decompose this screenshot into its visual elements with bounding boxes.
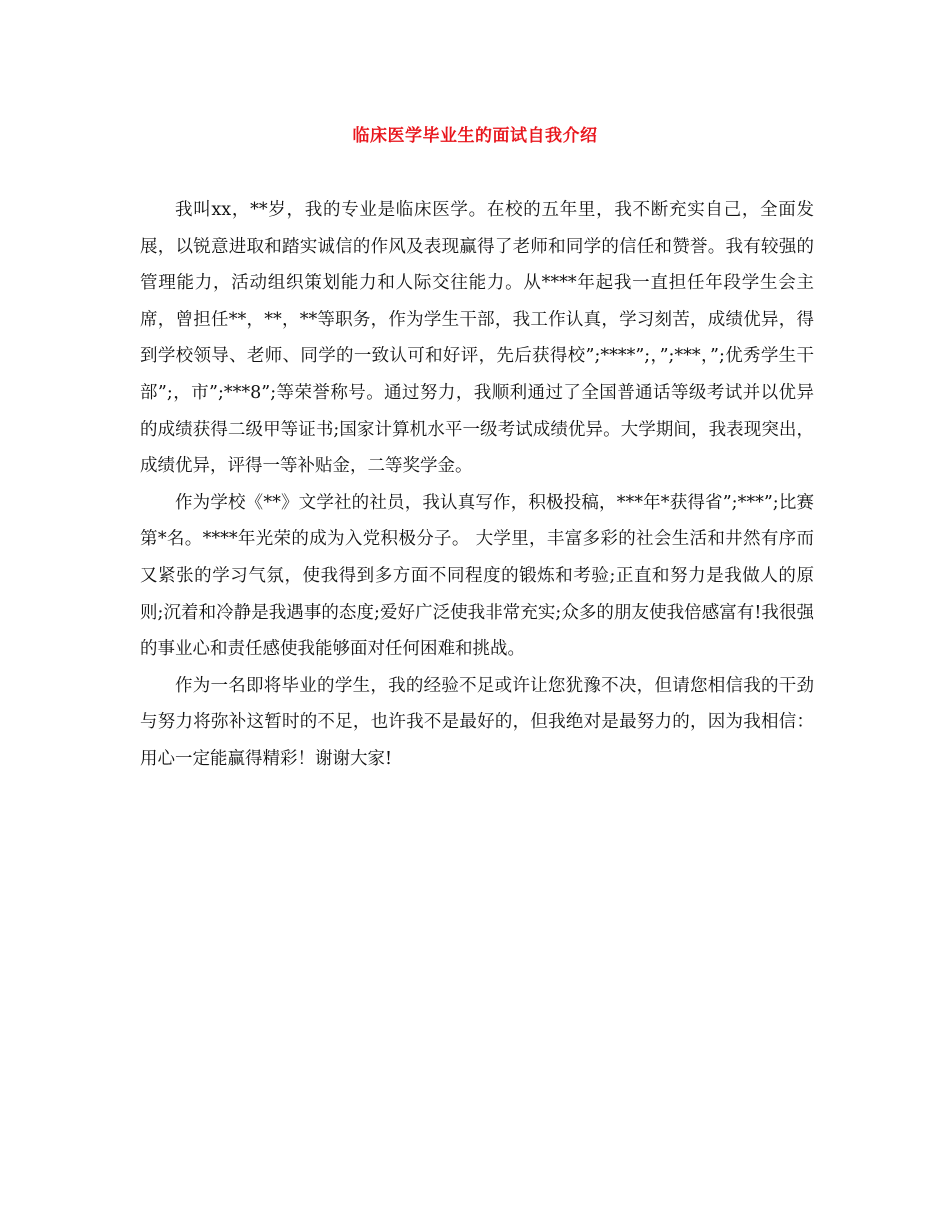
paragraph-3: 作为一名即将毕业的学生，我的经验不足或许让您犹豫不决，但请您相信我的干劲与努力将弥补这暂时的不足，也许我不是最好的，但我绝对是最努力的，因为我相信：用心一定能赢得精彩！谢谢大家! — [140, 675, 814, 769]
document-body — [140, 192, 814, 778]
document-title: 临床医学毕业生的面试自我介绍 — [352, 126, 598, 146]
paragraph-1: 我叫xx，**岁，我的专业是临床医学。在校的五年里，我不断充实自己，全面发展，以锐意进取和踏实诚信的作风及表现赢得了老师和同学的信任和赞誉。我有较强的管理能力，活动组织策划能力和人际交往能力。从****年起我一直担任年段学生会主席，曾担任**，**，**等职务，作为学生干部，我工作认真，学习刻苦，成绩优异，得到学校领导、老师、同学的一致认可和好评，先后获得校”;****”;，”;***，”;优秀学生干部”;，市”;***8”;等荣誉称号。通过努力，我顺利通过了全国普通话等级考试并以优异的成绩获得二级甲等证书;国家计算机水平一级考试成绩优异。大学期间，我表现突出，成绩优异，评得一等补贴金，二等奖学金。 — [140, 200, 814, 477]
paragraph-2: 作为学校《**》文学社的社员，我认真写作，积极投稿，***年*获得省”;***”;比赛第*名。****年光荣的成为入党积极分子。 大学里，丰富多彩的社会生活和井然有序而又紧张的学习气氛，使我得到多方面不同程度的锻炼和考验;正直和努力是我做人的原则;沉着和冷静是我遇事的态度;爱好广泛使我非常充实;众多的朋友使我倍感富有!我很强的事业心和责任感使我能够面对任何困难和挑战。 — [140, 492, 814, 660]
